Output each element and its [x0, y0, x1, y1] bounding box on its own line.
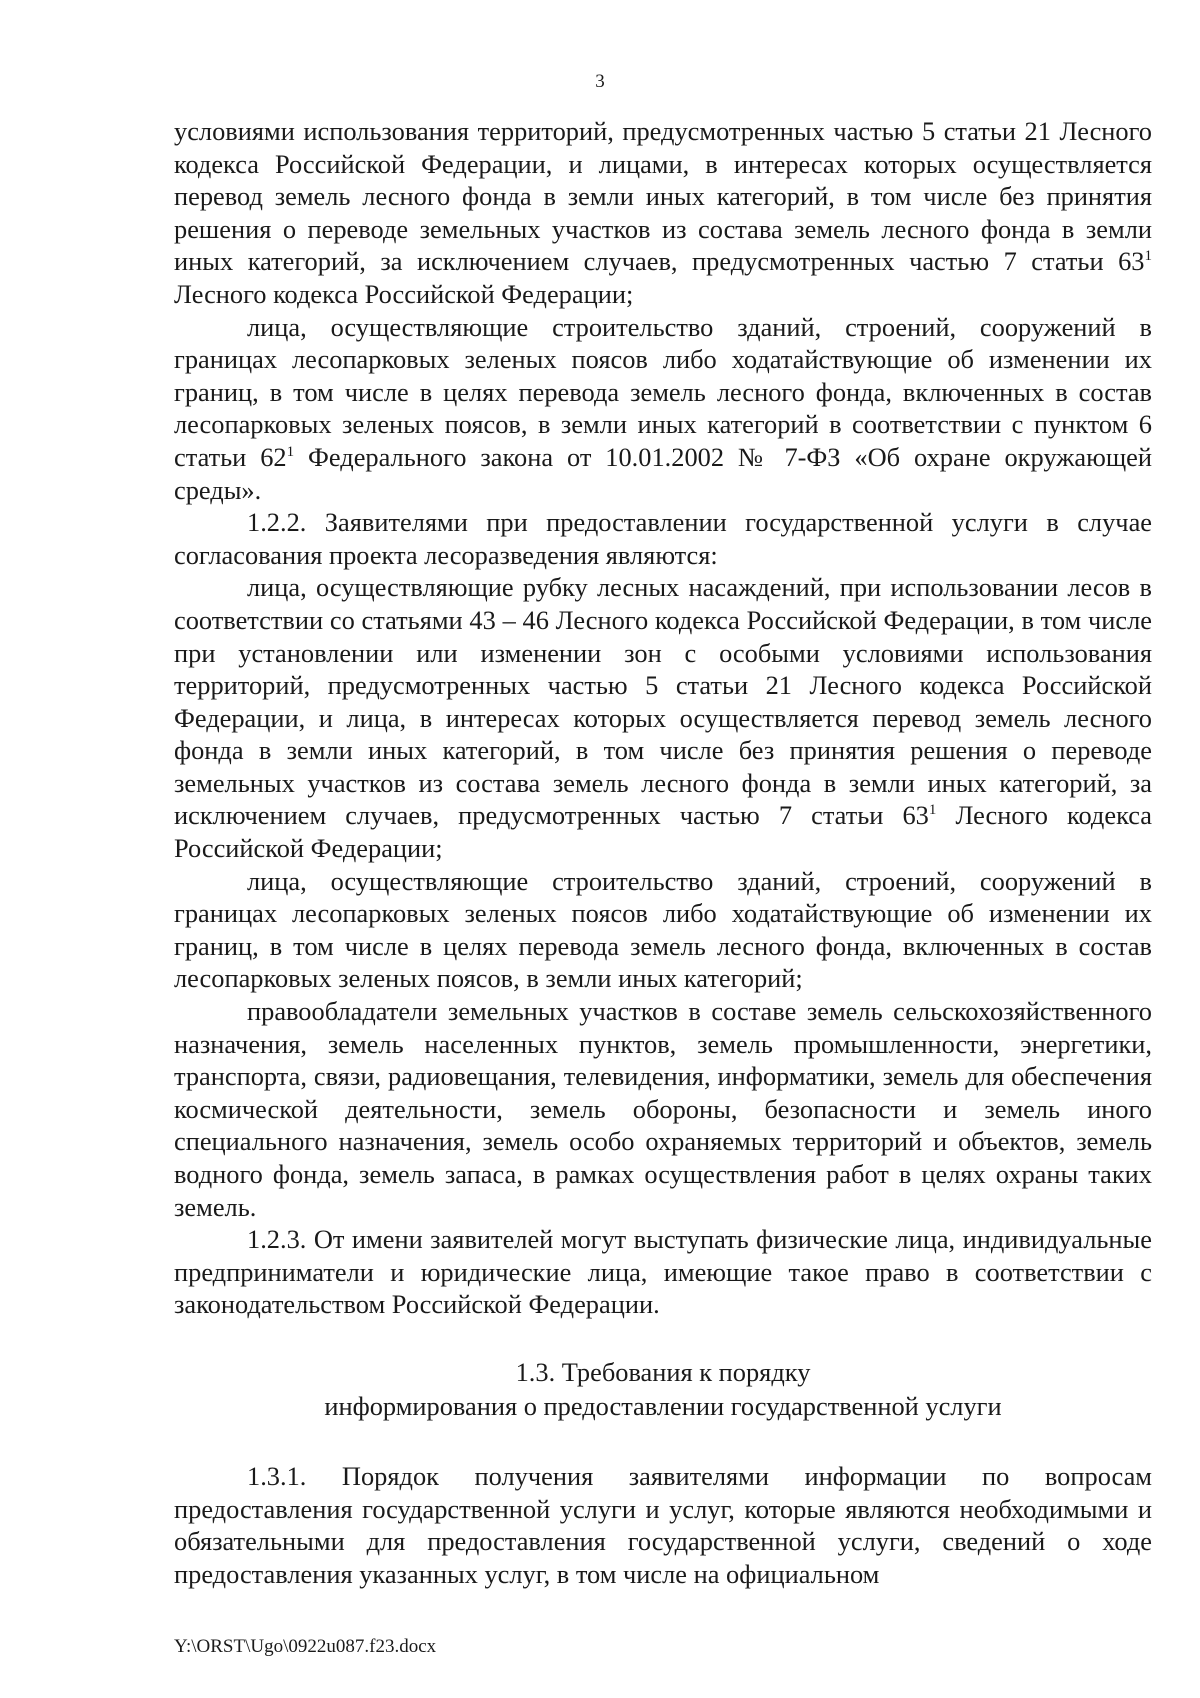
paragraph [174, 995, 1152, 1223]
paragraph [174, 115, 1152, 311]
paragraph [174, 571, 1152, 864]
text-run: Лесного кодекса Российской Федерации; [174, 800, 1152, 864]
text-run: 1.2.2. Заявителями при предоставлении государственной услуги в случае согласования проекта лесоразведения являются: [174, 507, 1152, 570]
text-run: лица, осуществляющие строительство зданий, строений, сооружений в границах лесопарковых зеленых поясов либо ходатайствующие об изменении их границ, в том числе в целях перевода земель лесного фонда, включенных в состав лесопарковых зеленых поясов, в земли иных категорий; [174, 865, 1152, 994]
text-run: правообладатели земельных участков в составе земель сельскохозяйственного назначения, земель населенных пунктов, земель промышленности, энергетики, транспорта, связи, радиовещания, телевидения, информатики, земель для обеспечения космической деятельности, земель обороны, безопасности и земель иного специального назначения, земель особо охраняемых территорий и объектов, земель водного фонда, земель запаса, в рамках осуществления работ в целях охраны таких земель. [174, 996, 1152, 1222]
paragraph-list [174, 115, 1152, 1321]
text-run: 1.2.3. От имени заявителей могут выступать физические лица, индивидуальные предприниматели и юридические лица, имеющие такое право в соответствии с законодательством Российской Федерации. [174, 1224, 1152, 1320]
file-path-footer: Y:\ORST\Ugo\0922u087.f23.docx [174, 1636, 437, 1657]
paragraph [174, 1223, 1152, 1321]
section-heading-line-2: информирования о предоставлении государственной услуги [324, 1390, 1002, 1421]
text-run: лица, осуществляющие рубку лесных насаждений, при использовании лесов в соответствии со статьями 43 – 46 Лесного кодекса Российской Федерации, в том числе при установлении или изменении зон с особыми условиями использования территорий, предусмотренных частью 5 статьи 21 Лесного кодекса Российской Федерации, и лица, в интересах которых осуществляется перевод земель лесного фонда в земли иных категорий, в том числе без принятия решения о переводе земельных участков из состава земель лесного фонда в земли иных категорий, за исключением случаев, предусмотренных частью 7 статьи 63 [174, 572, 1152, 831]
paragraph-1-3-1: 1.3.1. Порядок получения заявителями информации по вопросам предоставления государственной услуги и услуг, которые являются необходимыми и обязательными для предоставления государственной услуги, сведений о ходе предоставления указанных услуг, в том числе на официальном [174, 1460, 1152, 1589]
text-run: лица, осуществляющие строительство зданий, строений, сооружений в границах лесопарковых зеленых поясов либо ходатайствующие об изменении их границ, в том числе в целях перевода земель лесного фонда, включенных в состав лесопарковых зеленых поясов, в земли иных категорий в соответствии с пунктом 6 статьи 62 [174, 311, 1152, 472]
document-body [174, 115, 1152, 1590]
superscript: 1 [928, 802, 937, 819]
text-run: Федерального закона от 10.01.2002 № 7-ФЗ «Об охране окружающей среды». [174, 441, 1152, 505]
text-run: условиями использования территорий, предусмотренных частью 5 статьи 21 Лесного кодекса Российской Федерации, и лицами, в интересах которых осуществляется перевод земель лесного фонда в земли иных категорий, в том числе без принятия решения о переводе земельных участков из состава земель лесного фонда в земли иных категорий, за исключением случаев, предусмотренных частью 7 статьи 63 [174, 116, 1152, 277]
section-heading-line-1: 1.3. Требования к порядку [515, 1356, 811, 1387]
section-spacer [174, 1423, 1152, 1460]
paragraph [174, 311, 1152, 507]
paragraph [174, 865, 1152, 995]
superscript: 1 [286, 444, 295, 461]
superscript: 1 [1144, 248, 1152, 265]
text-run: Лесного кодекса Российской Федерации; [174, 278, 634, 309]
paragraph [174, 506, 1152, 571]
page-number: 3 [595, 71, 605, 92]
